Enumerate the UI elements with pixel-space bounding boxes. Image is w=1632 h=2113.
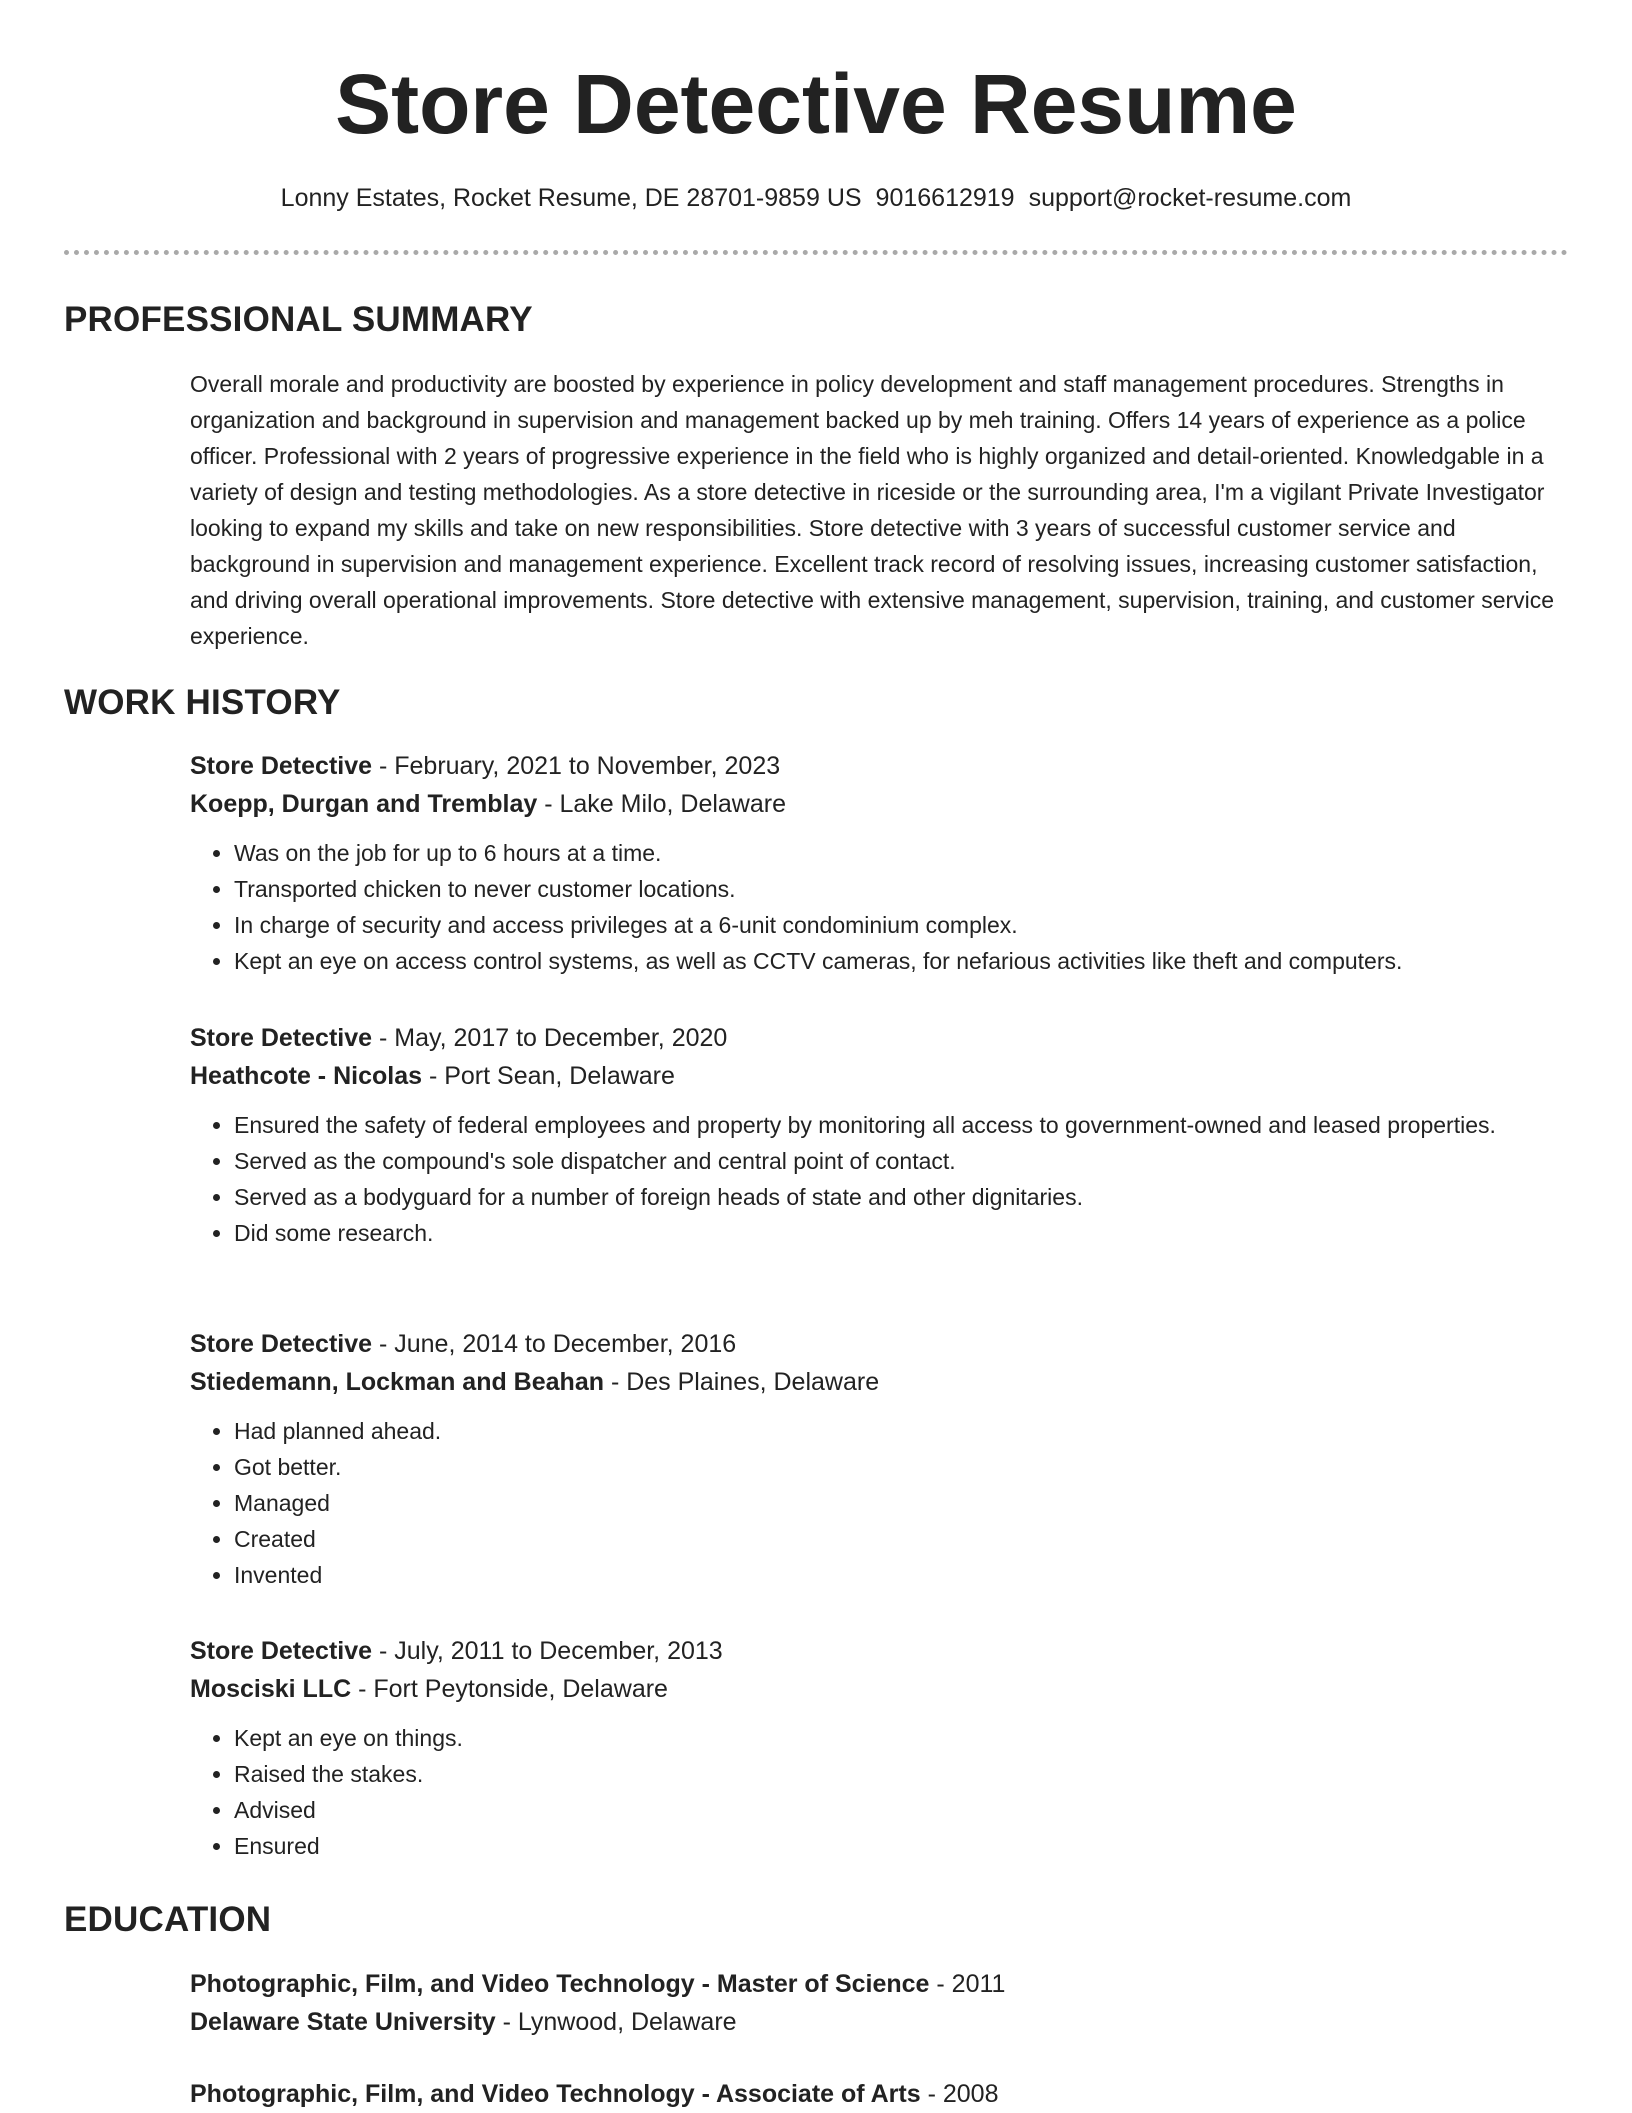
job-company-line — [190, 785, 1570, 823]
header-divider — [64, 250, 1568, 255]
job-bullet: • Managed — [234, 1485, 1570, 1521]
job-dates: - February, 2021 to November, 2023 — [372, 752, 781, 780]
job-bullet: • Served as the compound's sole dispatcher and central point of contact. — [234, 1143, 1570, 1179]
section-title-work-history: WORK HISTORY — [64, 683, 341, 722]
job-bullet: • Transported chicken to never customer locations. — [234, 871, 1570, 907]
job-bullet: • Invented — [234, 1557, 1570, 1593]
education-entry — [190, 2075, 1570, 2113]
summary-text: Overall morale and productivity are boosted by experience in policy development and staff management procedures. Strengths in organization and background in supervision and management backed up by meh training. Offers 14 years of experience as a police officer. Professional with 2 years of progressive experience in the field who is highly organized and detail-oriented. Knowledgable in a variety of design and testing methodologies. As a store detective in riceside or the surrounding area, I'm a vigilant Private Investigator looking to expand my skills and take on new responsibilities. Store detective with 3 years of successful customer service and background in supervision and management experience. Excellent track record of resolving issues, increasing customer satisfaction, and driving overall operational improvements. Store detective with extensive management, supervision, training, and customer service experience. — [190, 371, 1555, 649]
education-degree-line — [190, 2075, 1570, 2113]
job-bullet: • Kept an eye on things. — [234, 1720, 1570, 1756]
education-location: - Lynwood, Delaware — [495, 2008, 737, 2036]
job-entry — [190, 1019, 1570, 1251]
job-bullets — [190, 835, 1570, 979]
job-location: - Fort Peytonside, Delaware — [351, 1675, 668, 1703]
job-company-line — [190, 1670, 1570, 1708]
job-bullet: • Got better. — [234, 1449, 1570, 1485]
job-company: Mosciski LLC — [190, 1675, 352, 1703]
job-company-line — [190, 1363, 1570, 1401]
job-location: - Des Plaines, Delaware — [604, 1368, 880, 1396]
job-bullets — [190, 1107, 1570, 1251]
job-bullet: • Raised the stakes. — [234, 1756, 1570, 1792]
job-location: - Port Sean, Delaware — [422, 1062, 675, 1090]
job-title-line — [190, 1632, 1570, 1670]
job-dates: - July, 2011 to December, 2013 — [372, 1637, 723, 1665]
education-degree-line — [190, 1965, 1570, 2003]
job-entry — [190, 1632, 1570, 1864]
job-company: Stiedemann, Lockman and Beahan — [190, 1368, 604, 1396]
education-year: - 2008 — [920, 2080, 999, 2108]
job-bullet: • Kept an eye on access control systems, as well as CCTV cameras, for nefarious activities like theft and computers. — [234, 943, 1570, 979]
education-degree: Photographic, Film, and Video Technology - Master of Science — [190, 1970, 930, 1998]
job-bullet: • Was on the job for up to 6 hours at a time. — [234, 835, 1570, 871]
job-role: Store Detective — [190, 752, 373, 780]
education-entry — [190, 1965, 1570, 2041]
resume-title: Store Detective Resume — [335, 57, 1297, 151]
job-title-line — [190, 1019, 1570, 1057]
education-degree: Photographic, Film, and Video Technology - Associate of Arts — [190, 2080, 921, 2108]
education-school: Delaware State University — [190, 2008, 496, 2036]
job-bullet: • Ensured — [234, 1828, 1570, 1864]
job-entry — [190, 747, 1570, 979]
job-title-line — [190, 747, 1570, 785]
job-location: - Lake Milo, Delaware — [537, 790, 786, 818]
job-entry — [190, 1325, 1570, 1593]
contact-line — [0, 180, 1632, 216]
job-company: Heathcote - Nicolas — [190, 1062, 423, 1090]
section-title-summary: PROFESSIONAL SUMMARY — [64, 300, 533, 339]
job-dates: - June, 2014 to December, 2016 — [372, 1330, 737, 1358]
education-school-line — [190, 2003, 1570, 2041]
job-bullet: • Did some research. — [234, 1215, 1570, 1251]
education-year: - 2011 — [929, 1970, 1006, 1998]
job-bullet: • Had planned ahead. — [234, 1413, 1570, 1449]
job-bullet: • Ensured the safety of federal employees and property by monitoring all access to government-owned and leased properties. — [234, 1107, 1570, 1143]
job-company: Koepp, Durgan and Tremblay — [190, 790, 538, 818]
contact-address: Lonny Estates, Rocket Resume, DE 28701-9859 US — [280, 184, 862, 212]
job-role: Store Detective — [190, 1024, 373, 1052]
job-bullet: • Advised — [234, 1792, 1570, 1828]
job-bullets — [190, 1720, 1570, 1864]
job-bullet: • Served as a bodyguard for a number of foreign heads of state and other dignitaries. — [234, 1179, 1570, 1215]
job-bullet: • Created — [234, 1521, 1570, 1557]
job-bullets — [190, 1413, 1570, 1593]
job-role: Store Detective — [190, 1637, 373, 1665]
job-bullet: • In charge of security and access privileges at a 6-unit condominium complex. — [234, 907, 1570, 943]
job-company-line — [190, 1057, 1570, 1095]
section-title-education: EDUCATION — [64, 1900, 272, 1939]
job-dates: - May, 2017 to December, 2020 — [372, 1024, 728, 1052]
contact-phone: 9016612919 — [875, 184, 1015, 212]
job-title-line — [190, 1325, 1570, 1363]
contact-email: support@rocket-resume.com — [1028, 184, 1352, 212]
job-role: Store Detective — [190, 1330, 373, 1358]
